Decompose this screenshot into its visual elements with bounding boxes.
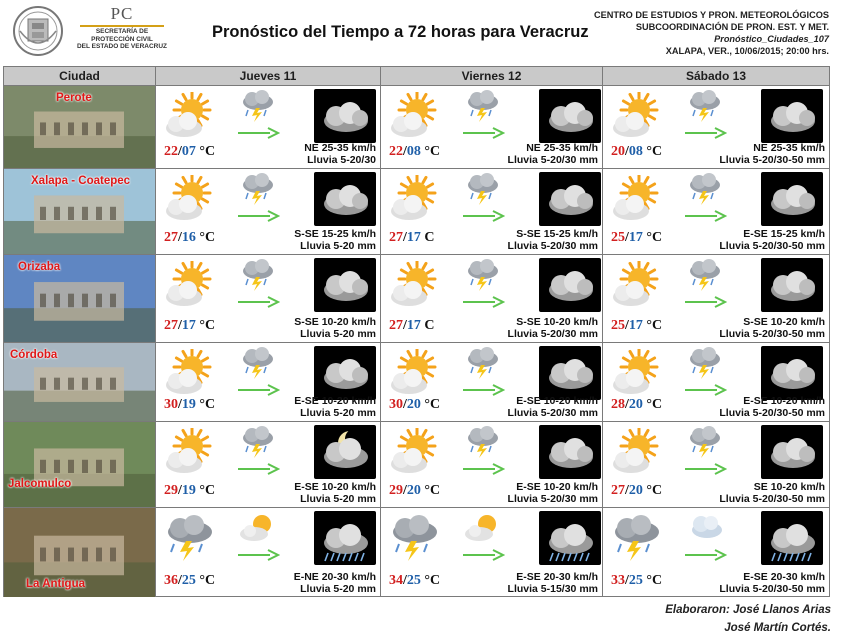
rain-text: Lluvia 5-20/30 mm bbox=[507, 154, 598, 166]
table-row bbox=[4, 86, 829, 169]
wind-rain-info bbox=[508, 228, 598, 252]
thunderstorm-icon bbox=[162, 514, 218, 562]
storm-cloud-icon bbox=[463, 88, 503, 124]
temperature: 30/20 °C bbox=[389, 397, 441, 412]
table-row bbox=[4, 343, 829, 422]
table-row bbox=[4, 255, 829, 343]
pc-line-3: DEL ESTADO DE VERACRUZ bbox=[76, 43, 168, 50]
temp-unit-label: C bbox=[424, 230, 435, 245]
forecast-cell bbox=[156, 422, 381, 507]
temperature: 29/20 °C bbox=[389, 483, 441, 498]
city-photo bbox=[4, 422, 156, 507]
night-clouds-icon bbox=[539, 89, 601, 143]
wind-text: S-SE 10-20 km/h bbox=[294, 316, 376, 328]
trend-arrow-icon bbox=[236, 462, 280, 474]
city-photo bbox=[4, 343, 156, 421]
temperature: 29/19 °C bbox=[164, 483, 216, 498]
credits-line-2: José Martín Cortés. bbox=[724, 622, 831, 634]
temperature: 27/17 °C bbox=[164, 318, 216, 333]
trend-arrow-icon bbox=[461, 548, 505, 560]
storm-cloud-icon bbox=[238, 171, 278, 207]
temp-unit-label: °C bbox=[424, 144, 441, 159]
storm-cloud-icon bbox=[238, 424, 278, 460]
night-clouds-icon bbox=[314, 89, 376, 143]
wind-text: E-SE 20-30 km/h bbox=[516, 571, 598, 583]
forecast-cell bbox=[603, 343, 829, 421]
night-clouds-icon bbox=[539, 425, 601, 479]
trend-arrow-icon bbox=[683, 295, 727, 307]
city-name: Perote bbox=[56, 92, 92, 104]
temp-min: 20 bbox=[406, 483, 421, 498]
forecast-cell bbox=[381, 169, 603, 254]
temperature: 27/17 C bbox=[389, 230, 435, 245]
state-seal-icon bbox=[10, 5, 66, 57]
temp-min: 20 bbox=[628, 397, 643, 412]
sun-cloud-icon bbox=[162, 428, 218, 476]
rain-text: Lluvia 5-20 mm bbox=[300, 493, 376, 505]
storm-cloud-icon bbox=[238, 345, 278, 381]
temperature: 25/17 °C bbox=[611, 230, 663, 245]
sun-cloud-icon bbox=[387, 92, 443, 140]
wind-text: E-SE 10-20 km/h bbox=[294, 395, 376, 407]
sun-cloud-icon bbox=[609, 175, 665, 223]
rain-text: Lluvia 5-20 mm bbox=[300, 407, 376, 419]
wind-text: S-SE 10-20 km/h bbox=[516, 316, 598, 328]
sun-cloud-icon bbox=[162, 92, 218, 140]
temp-unit-label: °C bbox=[199, 483, 216, 498]
temp-min: 16 bbox=[181, 230, 196, 245]
trend-arrow-icon bbox=[461, 295, 505, 307]
trend-arrow-icon bbox=[236, 383, 280, 395]
forecast-cell bbox=[603, 169, 829, 254]
wind-rain-info bbox=[719, 395, 825, 419]
temp-min: 08 bbox=[406, 144, 421, 159]
temp-unit-label: °C bbox=[199, 144, 216, 159]
temp-unit-label: °C bbox=[646, 573, 663, 588]
temperature: 36/25 °C bbox=[164, 573, 216, 588]
temp-max: 20 bbox=[611, 144, 625, 159]
trend-arrow-icon bbox=[461, 126, 505, 138]
night-rain-icon bbox=[761, 511, 823, 565]
rain-text: Lluvia 5-20/30-50 mm bbox=[719, 583, 825, 595]
temperature: 34/25 °C bbox=[389, 573, 441, 588]
org-line-1: CENTRO DE ESTUDIOS Y PRON. METEOROLÓGICOS bbox=[594, 10, 829, 20]
wind-rain-info bbox=[719, 571, 825, 595]
sun-cloud-icon bbox=[387, 261, 443, 309]
temp-min: 19 bbox=[181, 397, 196, 412]
organization-info bbox=[594, 9, 829, 57]
temp-min: 20 bbox=[406, 397, 421, 412]
temp-max: 25 bbox=[611, 318, 625, 333]
city-name: Jalcomulco bbox=[8, 478, 72, 490]
wind-rain-info bbox=[719, 316, 825, 340]
wind-text: NE 25-35 km/h bbox=[526, 142, 598, 154]
temp-max: 36 bbox=[164, 573, 178, 588]
storm-cloud-icon bbox=[463, 171, 503, 207]
wind-text: S-SE 15-25 km/h bbox=[516, 228, 598, 240]
temp-min: 17 bbox=[628, 318, 643, 333]
wind-rain-info bbox=[294, 571, 376, 595]
temp-unit-label: °C bbox=[199, 318, 216, 333]
temp-unit-label: °C bbox=[424, 483, 441, 498]
sun-cloud-icon bbox=[609, 92, 665, 140]
night-clouds-icon bbox=[314, 346, 376, 400]
night-clouds-icon bbox=[761, 425, 823, 479]
temperature: 27/17 C bbox=[389, 318, 435, 333]
temp-min: 19 bbox=[181, 483, 196, 498]
rain-text: Lluvia 5-20/30 mm bbox=[507, 328, 598, 340]
storm-cloud-icon bbox=[685, 345, 725, 381]
pc-letters: PC bbox=[110, 4, 134, 23]
temperature: 25/17 °C bbox=[611, 318, 663, 333]
sun-cloud-icon bbox=[162, 175, 218, 223]
thunderstorm-icon bbox=[609, 514, 665, 562]
night-clouds-icon bbox=[761, 172, 823, 226]
credits-line-1: Elaboraron: José Llanos Arias bbox=[665, 604, 831, 616]
report-header bbox=[0, 0, 847, 64]
sun-cloud-icon bbox=[387, 349, 443, 397]
temp-unit-label: °C bbox=[199, 573, 216, 588]
forecast-cell bbox=[381, 508, 603, 597]
temp-max: 30 bbox=[164, 397, 178, 412]
city-photo-image bbox=[4, 422, 156, 507]
trend-arrow-icon bbox=[461, 383, 505, 395]
city-name: La Antigua bbox=[26, 578, 85, 590]
wind-text: E-SE 15-25 km/h bbox=[743, 228, 825, 240]
wind-text: E-NE 20-30 km/h bbox=[293, 571, 376, 583]
city-photo bbox=[4, 169, 156, 254]
storm-cloud-icon bbox=[238, 257, 278, 293]
sun-cloud-icon bbox=[609, 261, 665, 309]
table-row bbox=[4, 508, 829, 597]
storm-cloud-icon bbox=[685, 88, 725, 124]
rain-text: Lluvia 5-20/30-50 mm bbox=[719, 493, 825, 505]
temp-max: 29 bbox=[164, 483, 178, 498]
wind-rain-info bbox=[508, 142, 598, 166]
temp-min: 17 bbox=[181, 318, 196, 333]
city-name: Orizaba bbox=[18, 261, 61, 273]
wind-text: E-SE 20-30 km/h bbox=[743, 571, 825, 583]
forecast-cell bbox=[381, 343, 603, 421]
temp-unit-label: °C bbox=[646, 318, 663, 333]
temp-max: 27 bbox=[611, 483, 625, 498]
pc-line-2: PROTECCIÓN CIVIL bbox=[91, 35, 153, 43]
wind-rain-info bbox=[294, 395, 376, 419]
trend-arrow-icon bbox=[236, 295, 280, 307]
wind-text: NE 25-35 km/h bbox=[753, 142, 825, 154]
storm-cloud-icon bbox=[238, 88, 278, 124]
trend-arrow-icon bbox=[683, 126, 727, 138]
rain-text: Lluvia 5-20/30 mm bbox=[507, 240, 598, 252]
forecast-cell bbox=[603, 508, 829, 597]
temp-min: 08 bbox=[628, 144, 643, 159]
temp-max: 28 bbox=[611, 397, 625, 412]
temp-unit-label: °C bbox=[646, 230, 663, 245]
storm-cloud-icon bbox=[463, 345, 503, 381]
temp-max: 25 bbox=[611, 230, 625, 245]
forecast-cell bbox=[156, 86, 381, 168]
temp-min: 17 bbox=[406, 318, 421, 333]
wind-rain-info bbox=[508, 395, 598, 419]
forecast-cell bbox=[381, 255, 603, 342]
cloudy-icon bbox=[685, 510, 725, 546]
forecast-cell bbox=[603, 86, 829, 168]
night-rain-icon bbox=[539, 511, 601, 565]
temp-unit-label: °C bbox=[199, 397, 216, 412]
storm-cloud-icon bbox=[685, 424, 725, 460]
night-clouds-icon bbox=[539, 258, 601, 312]
table-row bbox=[4, 422, 829, 508]
column-header-day2: Viernes 12 bbox=[381, 67, 603, 85]
wind-text: E-SE 10-20 km/h bbox=[294, 481, 376, 493]
trend-arrow-icon bbox=[461, 209, 505, 221]
issue-date: XALAPA, VER., 10/06/2015; 20:00 hrs. bbox=[665, 46, 829, 56]
temp-unit-label: C bbox=[424, 318, 435, 333]
wind-rain-info bbox=[294, 316, 376, 340]
trend-arrow-icon bbox=[683, 462, 727, 474]
sun-cloud-icon bbox=[609, 349, 665, 397]
temp-min: 25 bbox=[628, 573, 643, 588]
table-row bbox=[4, 169, 829, 255]
wind-text: E-SE 10-20 km/h bbox=[516, 395, 598, 407]
forecast-cell bbox=[603, 255, 829, 342]
trend-arrow-icon bbox=[683, 209, 727, 221]
temp-max: 27 bbox=[389, 318, 403, 333]
temp-unit-label: °C bbox=[199, 230, 216, 245]
column-header-city: Ciudad bbox=[4, 67, 156, 85]
rain-text: Lluvia 5-20/30 mm bbox=[507, 493, 598, 505]
city-name: Córdoba bbox=[10, 349, 58, 361]
temperature: 28/20 °C bbox=[611, 397, 663, 412]
moon-cloud-icon bbox=[314, 425, 376, 479]
wind-rain-info bbox=[294, 481, 376, 505]
city-photo bbox=[4, 86, 156, 168]
trend-arrow-icon bbox=[236, 209, 280, 221]
forecast-table bbox=[3, 66, 830, 597]
forecast-id: Pronóstico_Ciudades_107 bbox=[714, 34, 829, 44]
temp-unit-label: °C bbox=[646, 397, 663, 412]
storm-cloud-icon bbox=[685, 171, 725, 207]
rain-text: Lluvia 5-20/30-50 mm bbox=[719, 328, 825, 340]
temperature: 22/07 °C bbox=[164, 144, 216, 159]
sun-cloud-icon bbox=[609, 428, 665, 476]
page-title: Pronóstico del Tiempo a 72 horas para Veracruz bbox=[212, 23, 589, 41]
wind-rain-info bbox=[508, 571, 598, 595]
org-line-2: SUBCOORDINACIÓN DE PRON. EST. Y MET. bbox=[635, 22, 829, 32]
partly-sunny-icon bbox=[238, 510, 278, 546]
storm-cloud-icon bbox=[463, 424, 503, 460]
wind-text: S-SE 10-20 km/h bbox=[743, 316, 825, 328]
wind-rain-info bbox=[719, 228, 825, 252]
night-clouds-icon bbox=[539, 172, 601, 226]
temperature: 33/25 °C bbox=[611, 573, 663, 588]
rain-text: Lluvia 5-20/30 mm bbox=[507, 407, 598, 419]
wind-text: NE 25-35 km/h bbox=[304, 142, 376, 154]
partly-sunny-icon bbox=[463, 510, 503, 546]
night-rain-icon bbox=[314, 511, 376, 565]
temp-max: 27 bbox=[389, 230, 403, 245]
wind-rain-info bbox=[508, 481, 598, 505]
night-clouds-icon bbox=[314, 172, 376, 226]
rain-text: Lluvia 5-20 mm bbox=[300, 583, 376, 595]
storm-cloud-icon bbox=[463, 257, 503, 293]
temperature: 27/16 °C bbox=[164, 230, 216, 245]
temp-max: 27 bbox=[164, 318, 178, 333]
storm-cloud-icon bbox=[685, 257, 725, 293]
trend-arrow-icon bbox=[683, 383, 727, 395]
rain-text: Lluvia 5-20/30 bbox=[307, 154, 376, 166]
wind-text: SE 10-20 km/h bbox=[753, 481, 825, 493]
wind-rain-info bbox=[304, 142, 376, 166]
column-header-day1: Jueves 11 bbox=[156, 67, 381, 85]
forecast-cell bbox=[381, 86, 603, 168]
wind-text: E-SE 10-20 km/h bbox=[743, 395, 825, 407]
temp-unit-label: °C bbox=[424, 397, 441, 412]
trend-arrow-icon bbox=[683, 548, 727, 560]
sun-cloud-icon bbox=[162, 349, 218, 397]
forecast-cell bbox=[156, 508, 381, 597]
pc-line-1: SECRETARÍA DE bbox=[95, 28, 149, 35]
temp-min: 17 bbox=[628, 230, 643, 245]
wind-rain-info bbox=[719, 142, 825, 166]
temp-min: 20 bbox=[628, 483, 643, 498]
city-name: Xalapa - Coatepec bbox=[31, 175, 131, 187]
column-header-day3: Sábado 13 bbox=[685, 69, 747, 83]
forecast-cell bbox=[156, 343, 381, 421]
rain-text: Lluvia 5-20/30-50 mm bbox=[719, 154, 825, 166]
trend-arrow-icon bbox=[236, 548, 280, 560]
temp-max: 22 bbox=[389, 144, 403, 159]
temp-max: 30 bbox=[389, 397, 403, 412]
temp-max: 27 bbox=[164, 230, 178, 245]
temp-min: 25 bbox=[406, 573, 421, 588]
temp-min: 07 bbox=[181, 144, 196, 159]
temp-unit-label: °C bbox=[646, 483, 663, 498]
forecast-cell bbox=[156, 255, 381, 342]
night-clouds-icon bbox=[314, 258, 376, 312]
temperature: 22/08 °C bbox=[389, 144, 441, 159]
sun-cloud-icon bbox=[162, 261, 218, 309]
wind-rain-info bbox=[294, 228, 376, 252]
rain-text: Lluvia 5-20/30-50 mm bbox=[719, 240, 825, 252]
trend-arrow-icon bbox=[236, 126, 280, 138]
temp-max: 22 bbox=[164, 144, 178, 159]
temp-max: 33 bbox=[611, 573, 625, 588]
table-header-row bbox=[4, 67, 829, 86]
forecast-cell bbox=[603, 422, 829, 507]
night-clouds-icon bbox=[761, 346, 823, 400]
temp-unit-label: °C bbox=[424, 573, 441, 588]
temp-min: 17 bbox=[406, 230, 421, 245]
wind-rain-info bbox=[719, 481, 825, 505]
temp-max: 34 bbox=[389, 573, 403, 588]
night-clouds-icon bbox=[761, 258, 823, 312]
pc-emblem bbox=[76, 4, 168, 51]
wind-rain-info bbox=[508, 316, 598, 340]
city-photo bbox=[4, 508, 156, 597]
temp-min: 25 bbox=[181, 573, 196, 588]
rain-text: Lluvia 5-15/30 mm bbox=[507, 583, 598, 595]
rain-text: Lluvia 5-20 mm bbox=[300, 328, 376, 340]
rain-text: Lluvia 5-20/30-50 mm bbox=[719, 407, 825, 419]
sun-cloud-icon bbox=[387, 428, 443, 476]
forecast-cell bbox=[156, 169, 381, 254]
temperature: 20/08 °C bbox=[611, 144, 663, 159]
forecast-cell bbox=[381, 422, 603, 507]
city-photo bbox=[4, 255, 156, 342]
wind-text: E-SE 10-20 km/h bbox=[516, 481, 598, 493]
credits bbox=[665, 601, 831, 637]
thunderstorm-icon bbox=[387, 514, 443, 562]
sun-cloud-icon bbox=[387, 175, 443, 223]
trend-arrow-icon bbox=[461, 462, 505, 474]
night-clouds-icon bbox=[539, 346, 601, 400]
wind-text: S-SE 15-25 km/h bbox=[294, 228, 376, 240]
night-clouds-icon bbox=[761, 89, 823, 143]
temp-max: 29 bbox=[389, 483, 403, 498]
temperature: 27/20 °C bbox=[611, 483, 663, 498]
temperature: 30/19 °C bbox=[164, 397, 216, 412]
agency-logo bbox=[6, 2, 166, 58]
temp-unit-label: °C bbox=[646, 144, 663, 159]
rain-text: Lluvia 5-20 mm bbox=[300, 240, 376, 252]
